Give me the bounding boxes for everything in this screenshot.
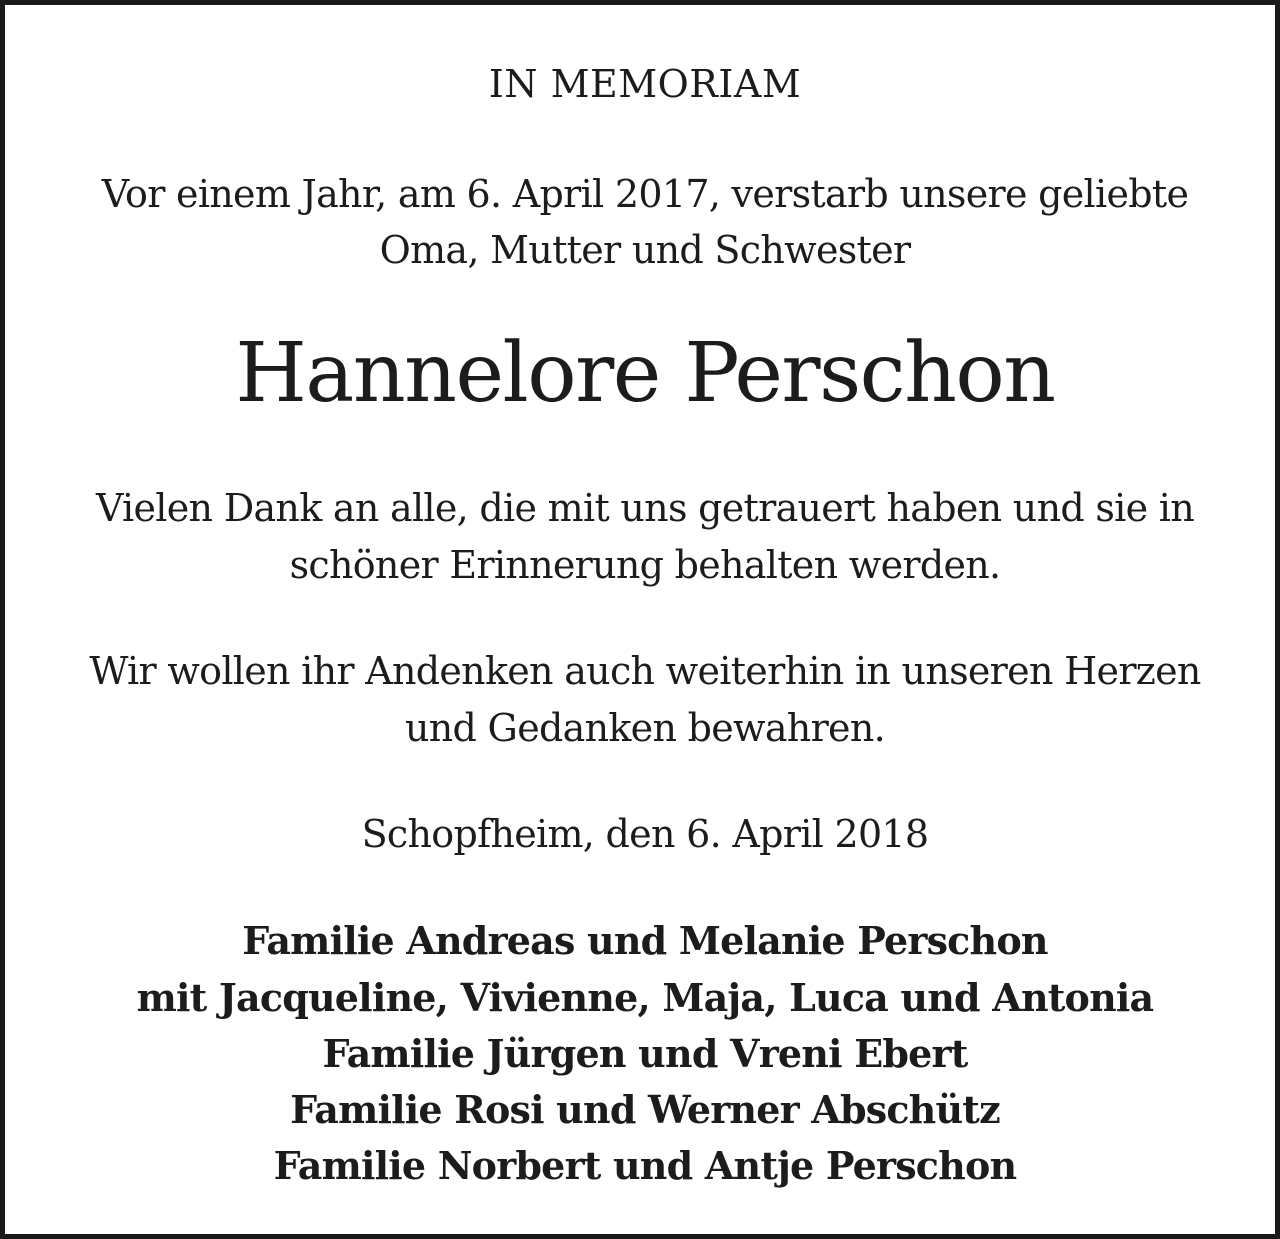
remembrance-line-1: Wir wollen ihr Andenken auch weiterhin in unseren Herzen [89, 649, 1201, 693]
notice-heading: IN MEMORIAM [488, 62, 802, 106]
signatory-3: Familie Jürgen und Vreni Ebert [322, 1031, 968, 1076]
signatory-4: Familie Rosi und Werner Abschütz [290, 1087, 1000, 1132]
deceased-name: Hannelore Perschon [235, 326, 1055, 421]
signatory-1: Familie Andreas und Melanie Perschon [242, 918, 1048, 963]
thanks-line-1: Vielen Dank an alle, die mit uns getrauert haben und sie in [95, 486, 1194, 530]
thanks-line-2: schöner Erinnerung behalten werden. [289, 543, 1001, 587]
place-date: Schopfheim, den 6. April 2018 [361, 812, 929, 856]
signatory-2: mit Jacqueline, Vivienne, Maja, Luca und Antonia [136, 975, 1154, 1020]
remembrance-line-2: und Gedanken bewahren. [405, 706, 885, 750]
signatory-5: Familie Norbert und Antje Perschon [273, 1143, 1017, 1188]
intro-line-1: Vor einem Jahr, am 6. April 2017, verstarb unsere geliebte [101, 172, 1189, 216]
intro-line-2: Oma, Mutter und Schwester [379, 228, 911, 272]
